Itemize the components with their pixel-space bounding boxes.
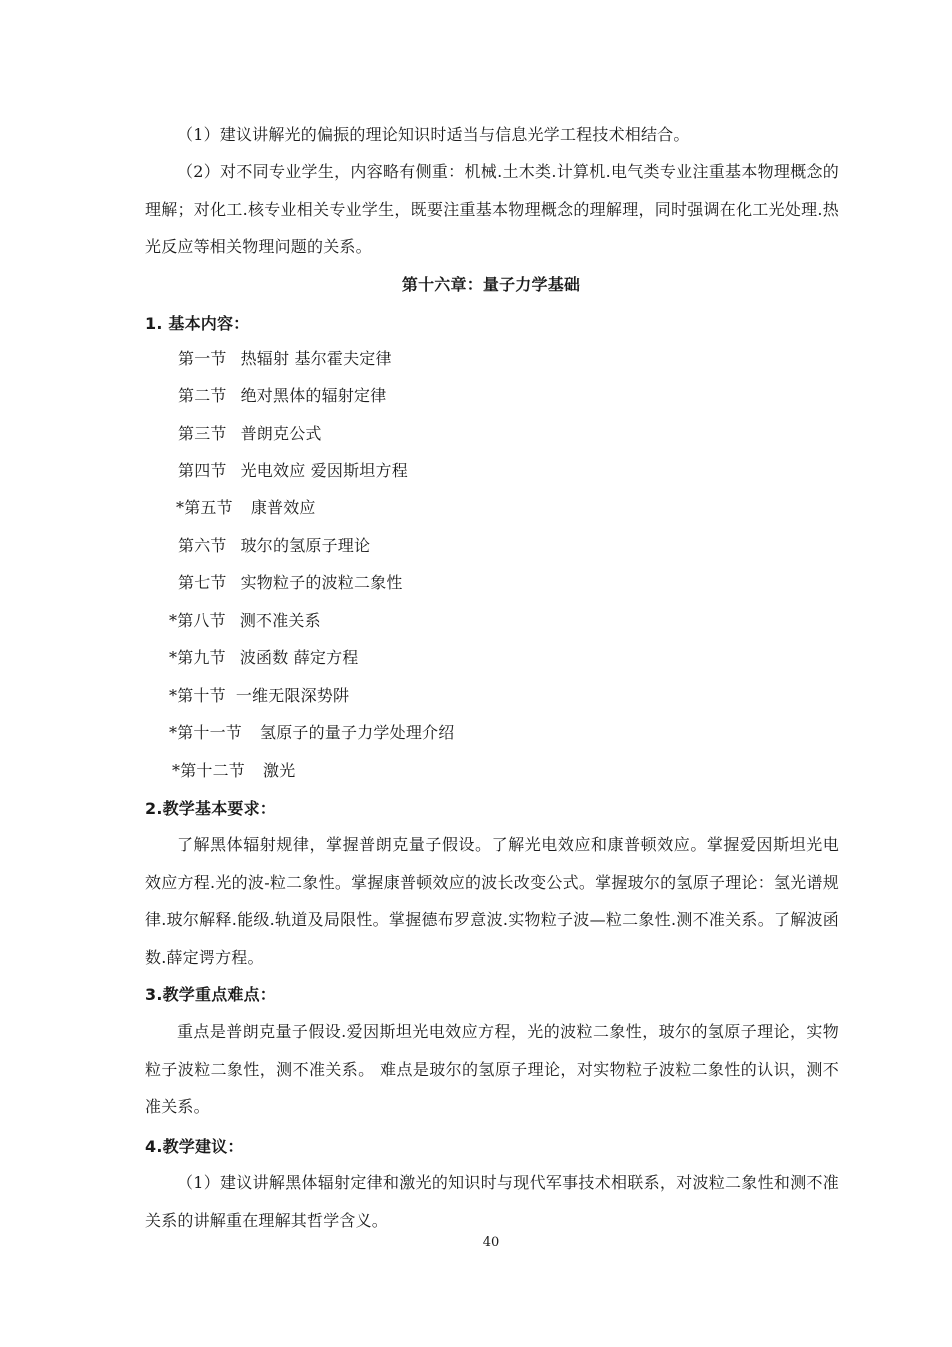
requirements-heading: 2.教学基本要求： — [145, 799, 277, 818]
key-points-text: 重点是普朗克量子假设.爱因斯坦光电效应方程，光的波粒二象性，玻尔的氢原子理论，实物粒子波粒二象性，测不准关系。 难点是玻尔的氢原子理论，对实物粒子波粒二象性的认识，测不准关系。 — [145, 1022, 839, 1116]
toc-label: *第十节 — [169, 686, 226, 705]
key-points-heading: 3.教学重点难点： — [145, 985, 277, 1004]
toc-item — [169, 686, 349, 706]
toc-item — [178, 573, 403, 593]
toc-title: 热辐射 基尔霍夫定律 — [240, 349, 392, 368]
toc-item — [176, 498, 316, 518]
toc-item — [178, 349, 392, 369]
toc-label: 第一节 — [178, 349, 227, 368]
toc-title: 激光 — [263, 761, 296, 780]
toc-title: 玻尔的氢原子理论 — [240, 536, 371, 555]
toc-title: 波函数 薛定方程 — [239, 648, 359, 667]
toc-title: 氢原子的量子力学处理介绍 — [260, 723, 455, 742]
toc-label: 第四节 — [178, 461, 227, 480]
toc-title: 实物粒子的波粒二象性 — [240, 573, 403, 592]
toc-label: *第十二节 — [172, 761, 246, 780]
toc-item — [178, 536, 370, 556]
toc-item — [169, 611, 321, 631]
toc-item — [169, 648, 359, 668]
page-number: 40 — [482, 1235, 500, 1250]
chapter-title: 第十六章：量子力学基础 — [401, 275, 581, 294]
toc-item — [178, 461, 408, 481]
toc-label: *第八节 — [169, 611, 226, 630]
requirements-text: 了解黑体辐射规律，掌握普朗克量子假设。了解光电效应和康普顿效应。掌握爱因斯坦光电效应方程.光的波-粒二象性。掌握康普顿效应的波长改变公式。掌握玻尔的氢原子理论：氢光谱规律.玻尔解释.能级.轨道及局限性。掌握德布罗意波.实物粒子波—粒二象性.测不准关系。了解波函数.薛定谔方程。 — [145, 835, 839, 967]
toc-title: 普朗克公式 — [240, 424, 322, 443]
prev-suggestion-2: （2）对不同专业学生，内容略有侧重：机械.土木类.计算机.电气类专业注重基本物理概念的理解；对化工.核专业相关专业学生，既要注重基本物理概念的理解理，同时强调在化工光处理.热光反应等相关物理问题的关系。 — [145, 162, 839, 256]
toc-title: 一维无限深势阱 — [235, 686, 350, 705]
basic-content-heading: 1. 基本内容： — [145, 314, 250, 333]
toc-label: *第九节 — [169, 648, 226, 667]
toc-label: 第六节 — [178, 536, 227, 555]
suggestions-heading: 4.教学建议： — [145, 1137, 244, 1156]
toc-item — [169, 723, 454, 743]
toc-label: 第七节 — [178, 573, 227, 592]
toc-item — [178, 424, 322, 444]
toc-title: 康普效应 — [250, 498, 316, 517]
toc-label: 第二节 — [178, 386, 227, 405]
toc-label: *第五节 — [176, 498, 233, 517]
toc-label: 第三节 — [178, 424, 227, 443]
suggestion-1: （1）建议讲解黑体辐射定律和激光的知识时与现代军事技术相联系，对波粒二象性和测不准关系的讲解重在理解其哲学含义。 — [145, 1173, 839, 1230]
toc-title: 光电效应 爱因斯坦方程 — [240, 461, 408, 480]
toc-item — [178, 386, 386, 406]
prev-suggestion-1: （1）建议讲解光的偏振的理论知识时适当与信息光学工程技术相结合。 — [177, 125, 690, 144]
toc-label: *第十一节 — [169, 723, 243, 742]
toc-title: 绝对黑体的辐射定律 — [240, 386, 387, 405]
toc-title: 测不准关系 — [239, 611, 321, 630]
toc-item — [172, 761, 295, 781]
